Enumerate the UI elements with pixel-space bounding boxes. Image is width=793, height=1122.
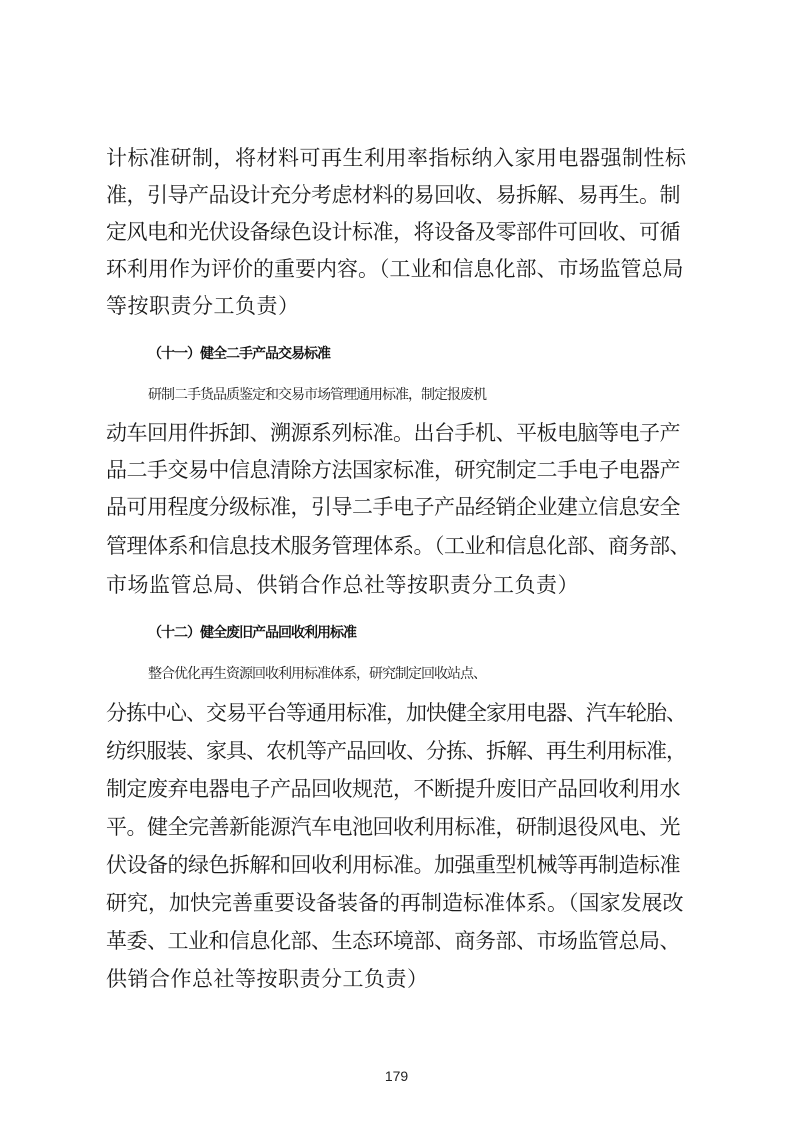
text-line: 环利用作为评价的重要内容。（工业和信息化部、市场监管总局 xyxy=(106,257,684,281)
text-line: 计标准研制，将材料可再生利用率指标纳入家用电器强制性标 xyxy=(106,146,687,170)
paragraph-first-line: 研制二手货品质鉴定和交易市场管理通用标准，制定报废机 xyxy=(148,387,486,403)
text-line: 供销合作总社等按职责分工负责） xyxy=(106,967,429,991)
text-line: 革委、工业和信息化部、生态环境部、商务部、市场监管总局、 xyxy=(106,929,680,953)
text-line: 品二手交易中信息清除方法国家标准，研究制定二手电子电器产 xyxy=(106,458,680,482)
text-line: 研究，加快完善重要设备装备的再制造标准体系。（国家发展改 xyxy=(106,891,684,915)
text-line: 等按职责分工负责） xyxy=(106,294,300,318)
text-line: 动车回用件拆卸、溯源系列标准。出台手机、平板电脑等电子产 xyxy=(106,421,680,445)
section-heading: （十一）健全二手产品交易标准 xyxy=(148,346,330,362)
text-line: 管理体系和信息技术服务管理体系。（工业和信息化部、商务部、 xyxy=(106,534,690,558)
text-line: 市场监管总局、供销合作总社等按职责分工负责） xyxy=(106,573,579,597)
text-line: 平。健全完善新能源汽车电池回收利用标准，研制退役风电、光 xyxy=(106,815,680,839)
text-line: 制定废弃电器电子产品回收规范，不断提升废旧产品回收利用水 xyxy=(106,777,680,801)
text-line: 纺织服装、家具、农机等产品回收、分拣、拆解、再生利用标准， xyxy=(106,739,686,763)
section-heading: （十二）健全废旧产品回收利用标准 xyxy=(148,625,356,641)
text-line: 准，引导产品设计充分考虑材料的易回收、易拆解、易再生。制 xyxy=(106,183,680,207)
text-line: 品可用程度分级标准，引导二手电子产品经销企业建立信息安全 xyxy=(106,495,680,519)
text-line: 定风电和光伏设备绿色设计标准，将设备及零部件可回收、可循 xyxy=(106,220,680,244)
paragraph-first-line: 整合优化再生资源回收利用标准体系，研究制定回收站点、 xyxy=(148,666,486,682)
text-line: 分拣中心、交易平台等通用标准，加快健全家用电器、汽车轮胎、 xyxy=(106,701,686,725)
text-line: 伏设备的绿色拆解和回收利用标准。加强重型机械等再制造标准 xyxy=(106,853,680,877)
page-number: 179 xyxy=(384,1068,409,1084)
